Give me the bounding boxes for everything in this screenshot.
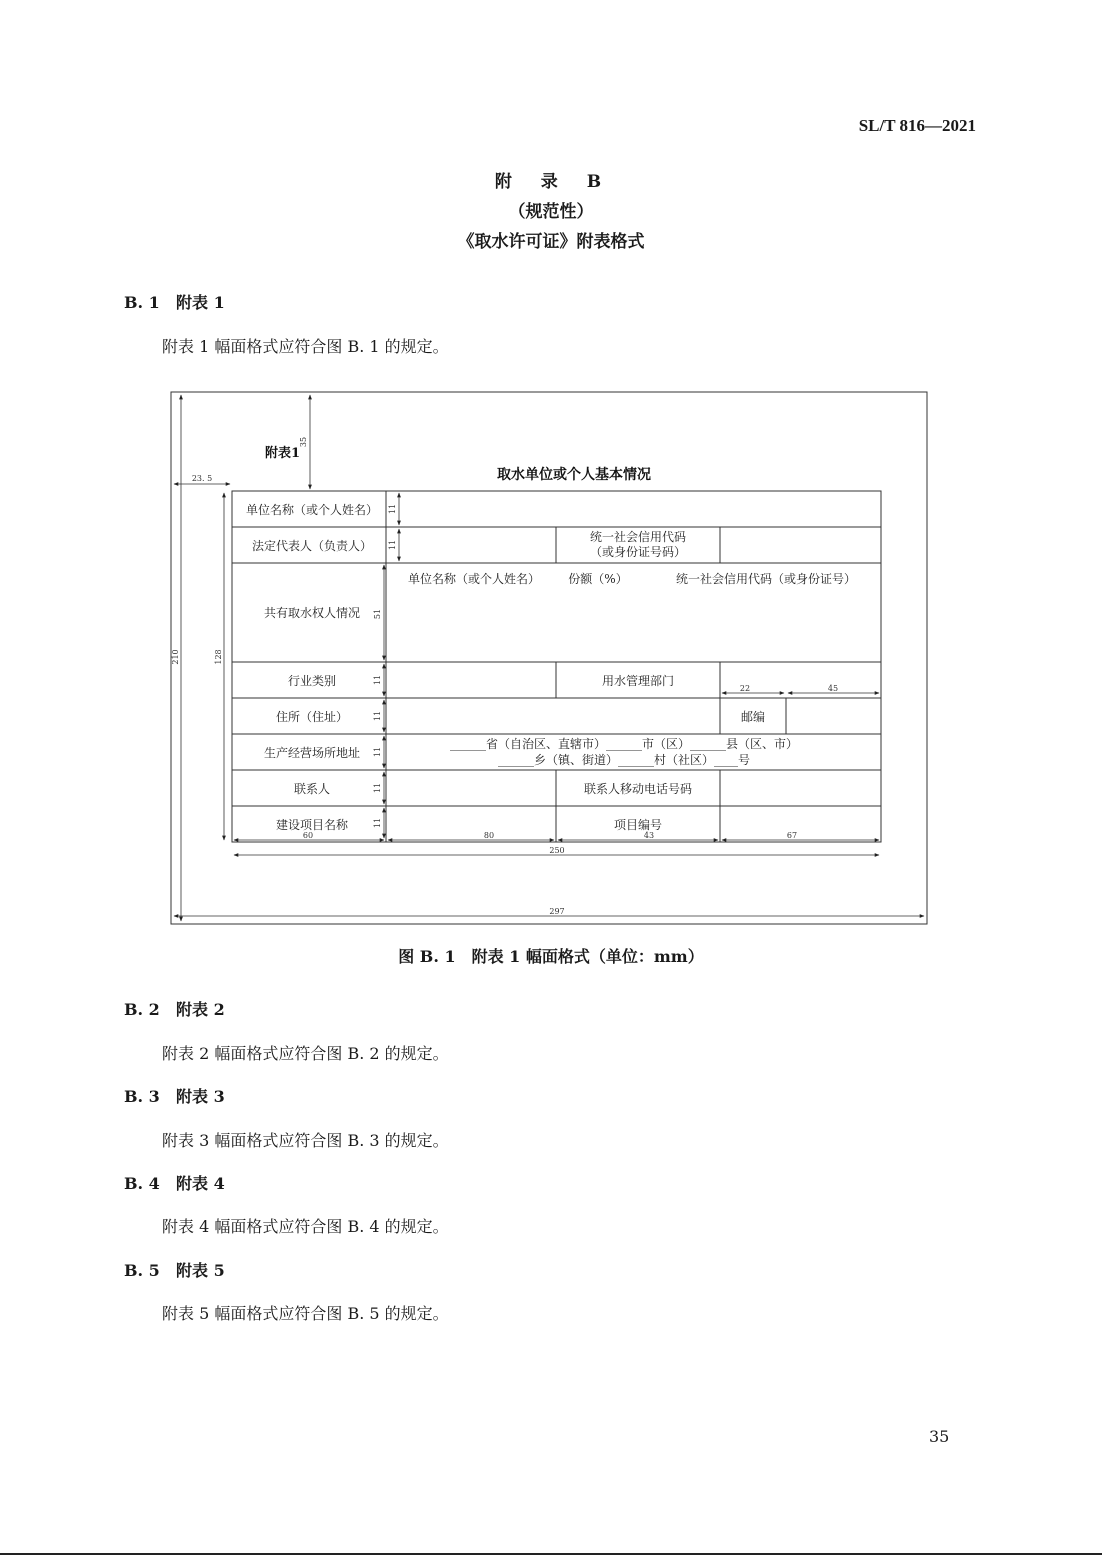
dim-co-row-h: 51	[373, 608, 382, 620]
section-title: 附表 5	[176, 1261, 225, 1280]
section-heading	[124, 1258, 225, 1281]
label-unit-name: 单位名称（或个人姓名）	[245, 503, 379, 517]
appendix-nature: （规范性）	[508, 202, 594, 222]
dim-col1: 60	[302, 831, 314, 840]
appendix-title: 附 录 B	[494, 172, 608, 192]
section-heading	[124, 1171, 225, 1194]
co-col-share: 份额（%）	[568, 572, 628, 586]
section-body: 附表 2 幅面格式应符合图 B. 2 的规定。	[162, 1044, 449, 1063]
dim-table-width: 250	[549, 846, 565, 855]
appendix-subject: 《取水许可证》附表格式	[457, 232, 645, 252]
co-col-code: 统一社会信用代码（或身份证号）	[675, 572, 857, 586]
section-title: 附表 4	[176, 1174, 225, 1193]
page-number: 35	[929, 1427, 950, 1446]
dim-top-offset: 35	[299, 436, 308, 448]
section-body: 附表 5 幅面格式应符合图 B. 5 的规定。	[162, 1304, 449, 1323]
dim-row-h: 11	[373, 674, 382, 686]
form-label: 附表1	[265, 446, 301, 461]
dim-page-height: 210	[171, 649, 180, 665]
dim-col4: 67	[786, 831, 798, 840]
dim-postcode-label: 22	[739, 684, 751, 693]
section-number: B. 2	[124, 1000, 160, 1019]
dim-col3: 43	[643, 831, 655, 840]
address-line-2: ______乡（镇、街道）______村（社区）____号	[497, 753, 751, 767]
bottom-rule	[0, 1553, 1102, 1555]
dim-row-h: 11	[373, 817, 382, 829]
section-number: B. 1	[124, 293, 160, 312]
label-site-address: 生产经营场所地址	[263, 746, 361, 760]
dim-col2: 80	[483, 831, 495, 840]
label-project-no: 项目编号	[613, 818, 663, 832]
figure-caption: 图 B. 1 附表 1 幅面格式（单位：mm）	[398, 947, 704, 966]
label-co-holders: 共有取水权人情况	[263, 606, 361, 620]
section-heading	[124, 1084, 225, 1107]
label-contact-phone: 联系人移动电话号码	[583, 782, 693, 796]
document-code: SL/T 816—2021	[858, 116, 976, 135]
section-number: B. 3	[124, 1087, 160, 1106]
label-water-dept: 用水管理部门	[601, 674, 675, 688]
dim-page-width: 297	[549, 907, 565, 916]
dim-row-h: 11	[388, 503, 397, 515]
dim-row-h: 11	[388, 539, 397, 551]
dim-left-margin: 23. 5	[191, 474, 213, 483]
section-body: 附表 1 幅面格式应符合图 B. 1 的规定。	[162, 337, 449, 356]
label-credit-code: 统一社会信用代码	[589, 530, 687, 544]
dim-row-h: 11	[373, 710, 382, 722]
section-title: 附表 1	[176, 293, 225, 312]
label-postcode: 邮编	[740, 710, 766, 724]
label-contact: 联系人	[293, 782, 331, 796]
section-number: B. 5	[124, 1261, 160, 1280]
label-project-name: 建设项目名称	[275, 818, 349, 832]
section-title: 附表 2	[176, 1000, 225, 1019]
section-body: 附表 3 幅面格式应符合图 B. 3 的规定。	[162, 1131, 449, 1150]
label-industry: 行业类别	[287, 674, 337, 688]
co-col-name: 单位名称（或个人姓名）	[407, 572, 541, 586]
section-heading	[124, 997, 225, 1020]
label-legal-rep: 法定代表人（负责人）	[251, 539, 373, 553]
dim-row-h: 11	[373, 782, 382, 794]
section-title: 附表 3	[176, 1087, 225, 1106]
dim-postcode-value: 45	[827, 684, 839, 693]
dim-row-h: 11	[373, 746, 382, 758]
dim-table-height: 128	[214, 649, 223, 665]
label-credit-code-note: （或身份证号码）	[589, 545, 687, 559]
label-residence: 住所（住址）	[275, 710, 349, 724]
address-line-1: ______省（自治区、直辖市）______市（区）______县（区、市）	[449, 737, 799, 751]
section-body: 附表 4 幅面格式应符合图 B. 4 的规定。	[162, 1217, 449, 1236]
form-title: 取水单位或个人基本情况	[497, 467, 651, 483]
section-number: B. 4	[124, 1174, 160, 1193]
